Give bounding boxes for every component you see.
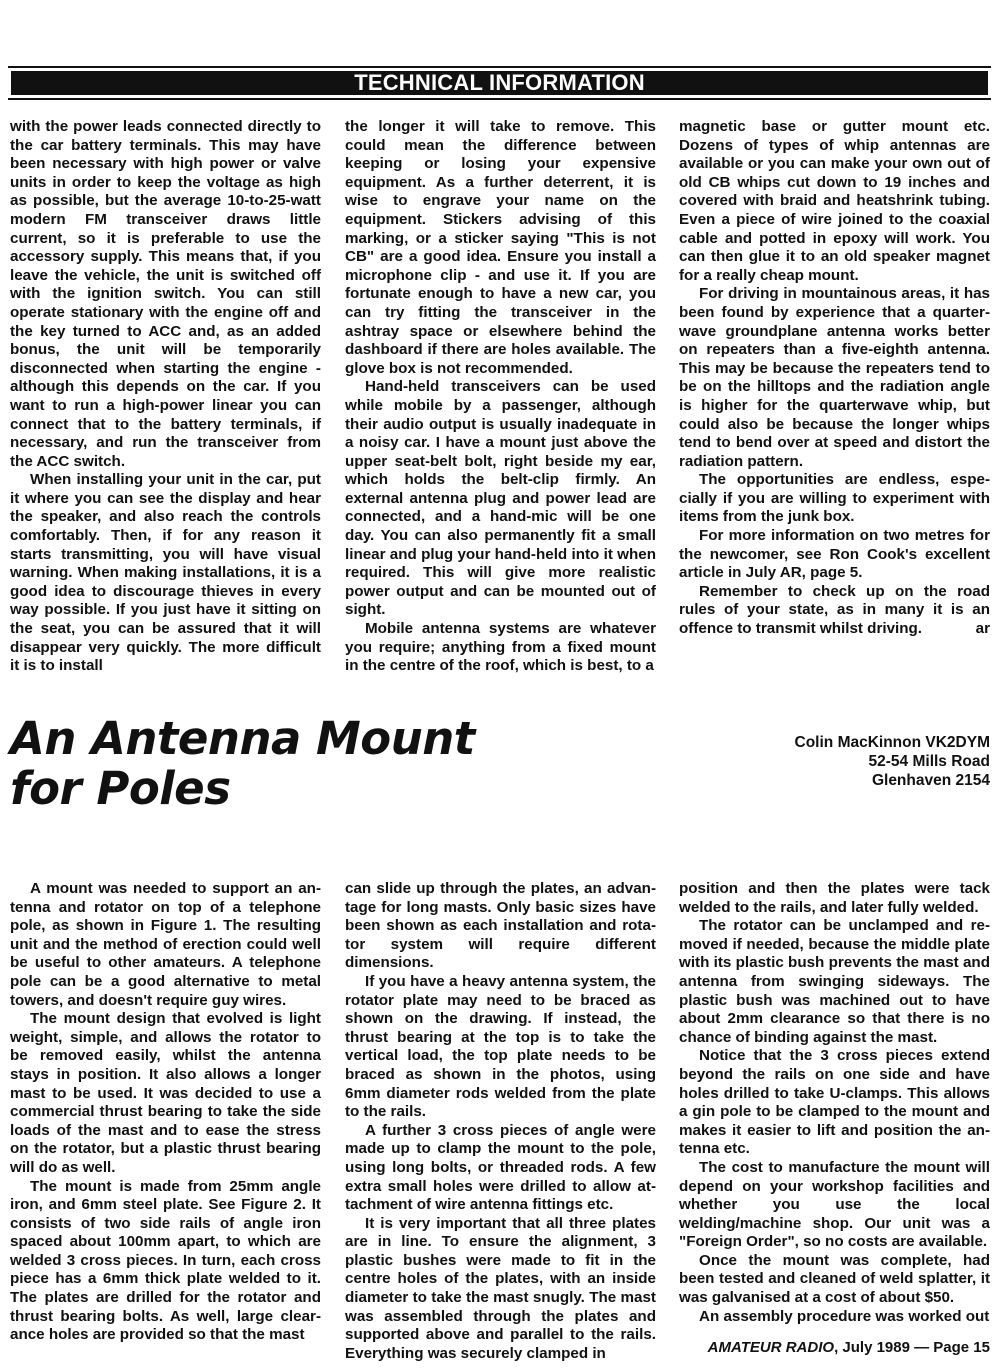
paragraph: position and then the plates were tack welded to the rails, and later fully welded.	[679, 880, 990, 916]
prev-article-column-1	[10, 118, 321, 676]
article-column-2	[345, 880, 656, 1363]
article-column-3	[679, 880, 990, 1326]
paragraph: A further 3 cross pieces of angle were made up to clamp the mount to the pole, using long bolts, or threaded rods. A few extra small holes were drilled to allow attachment of wire antenna fittings etc.	[345, 1121, 656, 1214]
paragraph: If you have a heavy antenna system, the rotator plate may need to be braced as shown on the drawing. If instead, the thrust bearing at the top is to take the vertical load, the top plate needs to be braced as shown in the photos, using 6mm diameter rods welded from the plate to the rails.	[345, 972, 656, 1121]
prev-article-column-2	[345, 118, 656, 676]
paragraph: A mount was needed to support an antenna and rotator on top of a telephone pole, as shown in Figure 1. The resulting unit and the method of erection could well be useful to other amateurs. A telephone pole can be a good alternative to metal towers, and doesn't require guy wires.	[10, 880, 321, 1009]
author-street: 52-54 Mills Road	[868, 753, 990, 770]
article-title-line-2: for Poles	[10, 762, 231, 815]
issue-and-page: , July 1989 — Page 15	[834, 1339, 990, 1356]
section-banner	[8, 66, 991, 100]
author-name: Colin MacKinnon VK2DYM	[794, 734, 990, 751]
article-title	[10, 714, 530, 814]
paragraph: The mount design that evolved is light weight, simple, and allows the rotator to be removed easily, whilst the antenna stays in position. It also allows a longer mast to be used. It was decided to use a commercial thrust bearing to take the side loads of the mast and to ease the stress on the rotator, but a plastic thrust bearing will do as well.	[10, 1010, 321, 1176]
paragraph: For driving in mountainous areas, it has been found by experience that a quarter-wave groundplane antenna works better on repeaters than a five-eighth antenna. This may be because the repeaters tend to be on the hilltops and the radiation angle is higher for the quarterwave whip, but could also be because the longer whips tend to bend over at speed and distort the radiation pattern.	[679, 285, 990, 470]
paragraph: For more information on two metres for the newcomer, see Ron Cook's excellent article in July AR, page 5.	[679, 527, 990, 582]
paragraph: Once the mount was complete, had been tested and cleaned of weld splatter, it was galvanised at a cost of about $50.	[679, 1251, 990, 1307]
section-title: TECHNICAL INFORMATION	[354, 70, 645, 95]
paragraph: The opportunities are endless, especially if you are willing to experiment with items from the junk box.	[679, 471, 990, 526]
author-block	[690, 733, 990, 790]
paragraph: with the power leads connected directly to the car battery terminals. This may have been necessary with high power or valve units in order to keep the voltage as high as possible, but the average 10-to-25-watt modern FM transceiver draws little current, so it is preferable to use the accessory supply. This means that, if you leave the vehicle, the unit is switched off with the ignition switch. You can still operate stationary with the engine off and the key turned to ACC and, as an added bonus, the unit will be temporarily disconnected when starting the engine - although this depends on the car. If you want to run a high-power linear you can connect that to the battery terminals, if necessary, and run the transceiver from the ACC switch.	[10, 118, 321, 470]
paragraph: the longer it will take to remove. This could mean the difference between keeping or losing your expensive equipment. As a further deterrent, it is wise to engrave your name on the equipment. Stickers advising of this marking, or a sticker saying "This is not CB" are a good idea. Ensure you install a microphone clip - and use it. If you are fortunate enough to have a new car, you can try fitting the transceiver in the ashtray space or elsewhere behind the dashboard if there are holes available. The glove box is not recommended.	[345, 118, 656, 377]
paragraph: can slide up through the plates, an advantage for long masts. Only basic sizes have been shown as each installation and rotator system will require different dimensions.	[345, 880, 656, 972]
paragraph: When installing your unit in the car, put it where you can see the display and hear the speaker, and also reach the controls comfortably. Then, if for any reason it starts transmitting, you will have visual warning. When making installations, it is a good idea to discourage thieves in every way possible. If you just have it sitting on the seat, you can be assured that it will disappear very quickly. The more difficult it is to install	[10, 471, 321, 675]
section-banner-bar	[11, 71, 988, 95]
author-town: Glenhaven 2154	[871, 772, 990, 789]
paragraph: The cost to manufacture the mount will depend on your workshop facilities and whether you use the local welding/machine shop. Our unit was a "Foreign Order", so no costs are available.	[679, 1158, 990, 1251]
magazine-name: AMATEUR RADIO	[707, 1339, 835, 1356]
paragraph: The mount is made from 25mm angle iron, and 6mm steel plate. See Figure 2. It consists of two side rails of angle iron spaced about 100mm apart, to which are welded 3 cross pieces. In turn, each cross piece has a 6mm thick plate welded to it. The plates are drilled for the rotator and thrust bearing bolts. As well, large clearance holes are provided so that the mast	[10, 1177, 321, 1344]
paragraph: The rotator can be unclamped and removed if needed, because the middle plate with its plastic bush prevents the mast and antenna from swinging sideways. The plastic bush was machined out to have about 2mm clearance so that there is no chance of binding against the mast.	[679, 917, 990, 1046]
article-column-1	[10, 880, 321, 1345]
end-mark: ar	[975, 620, 990, 638]
paragraph: It is very important that all three plates are in line. To ensure the alignment, 3 plastic bushes were made to fit in the centre holes of the plates, with an inside diameter to take the mast snugly. The mast was assembled through the plates and supported above and parallel to the rails. Everything was securely clamped in	[345, 1214, 656, 1362]
article-title-line-1: An Antenna Mount	[10, 712, 475, 765]
paragraph-with-end-mark	[679, 583, 990, 639]
prev-article-column-3	[679, 118, 990, 639]
paragraph-text: Remember to check up on the road rules of your state, as in many it is an offence to transmit whilst driving.	[679, 582, 990, 638]
paragraph: magnetic base or gutter mount etc. Dozens of types of whip antennas are available or you can make your own out of old CB whips cut down to 19 inches and covered with braid and heatshrink tubing. Even a piece of wire joined to the coaxial cable and potted in epoxy will work. You can then glue it to an old speaker magnet for a really cheap mount.	[679, 118, 990, 284]
paragraph: Hand-held transceivers can be used while mobile by a passenger, although their audio output is usually inadequate in a noisy car. I have a mount just above the upper seat-belt bolt, right beside my ear, which holds the belt-clip firmly. An external antenna plug and power lead are connected, and a hand-mic will be one day. You can also permanently fit a small linear and plug your hand-held into it when required. This will give more realistic power output and can be mounted out of sight.	[345, 378, 656, 619]
paragraph: Notice that the 3 cross pieces extend beyond the rails on one side and have holes drilled to take U-clamps. This allows a gin pole to be clamped to the mount and makes it easier to lift and position the antenna etc.	[679, 1047, 990, 1158]
paragraph: An assembly procedure was worked out	[699, 1307, 990, 1325]
page-footer	[708, 1339, 990, 1356]
paragraph: Mobile antenna systems are whatever you require; anything from a fixed mount in the centre of the roof, which is best, to a	[345, 620, 656, 675]
